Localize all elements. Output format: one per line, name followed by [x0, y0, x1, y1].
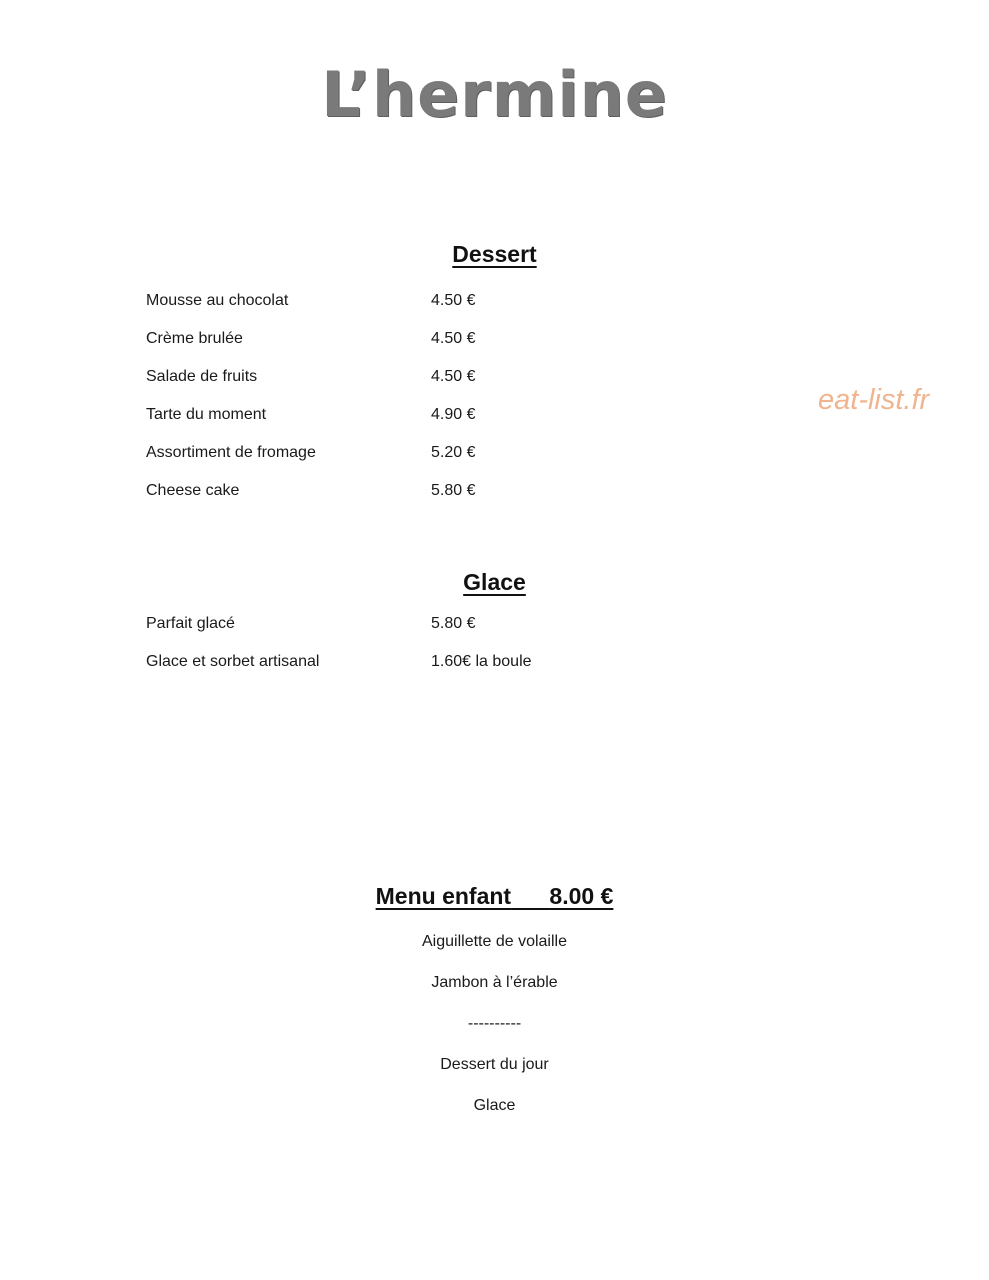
- menu-item: [0, 368, 989, 392]
- item-name: Parfait glacé: [146, 615, 235, 632]
- item-price: 4.50 €: [431, 368, 476, 385]
- menu-enfant-line: Dessert du jour: [440, 1056, 549, 1073]
- item-name: Salade de fruits: [146, 368, 258, 385]
- item-price: 5.20 €: [431, 444, 476, 461]
- menu-item: [0, 653, 989, 677]
- section-title-glace: Glace: [463, 569, 526, 595]
- menu-enfant-line: Jambon à l’érable: [431, 974, 558, 991]
- menu-enfant-price: 8.00 €: [549, 883, 614, 909]
- menu-item: [0, 615, 989, 639]
- item-price: 5.80 €: [431, 482, 476, 499]
- menu-item: [0, 292, 989, 316]
- item-name: Glace et sorbet artisanal: [146, 653, 320, 670]
- section-title-dessert: Dessert: [452, 241, 537, 267]
- item-price: 4.90 €: [431, 406, 476, 423]
- item-name: Cheese cake: [146, 482, 240, 499]
- menu-enfant-label: Menu enfant: [375, 883, 512, 909]
- item-price: 4.50 €: [431, 292, 476, 309]
- restaurant-name: L’hermine: [321, 58, 668, 131]
- item-price: 4.50 €: [431, 330, 476, 347]
- item-name: Tarte du moment: [146, 406, 267, 423]
- item-name: Crème brulée: [146, 330, 243, 347]
- item-name: Assortiment de fromage: [146, 444, 316, 461]
- watermark: eat-list.fr: [818, 384, 930, 416]
- section-title-menu-enfant: [0, 883, 989, 910]
- menu-item: [0, 444, 989, 468]
- menu-enfant-separator: ----------: [467, 1015, 522, 1032]
- item-price: 5.80 €: [431, 615, 476, 632]
- menu-item: [0, 330, 989, 354]
- item-name: Mousse au chocolat: [146, 292, 289, 309]
- menu-item: [0, 482, 989, 506]
- item-price: 1.60€ la boule: [431, 653, 532, 670]
- menu-enfant-line: Aiguillette de volaille: [422, 933, 567, 950]
- menu-item: [0, 406, 989, 430]
- menu-enfant-line: Glace: [473, 1097, 516, 1114]
